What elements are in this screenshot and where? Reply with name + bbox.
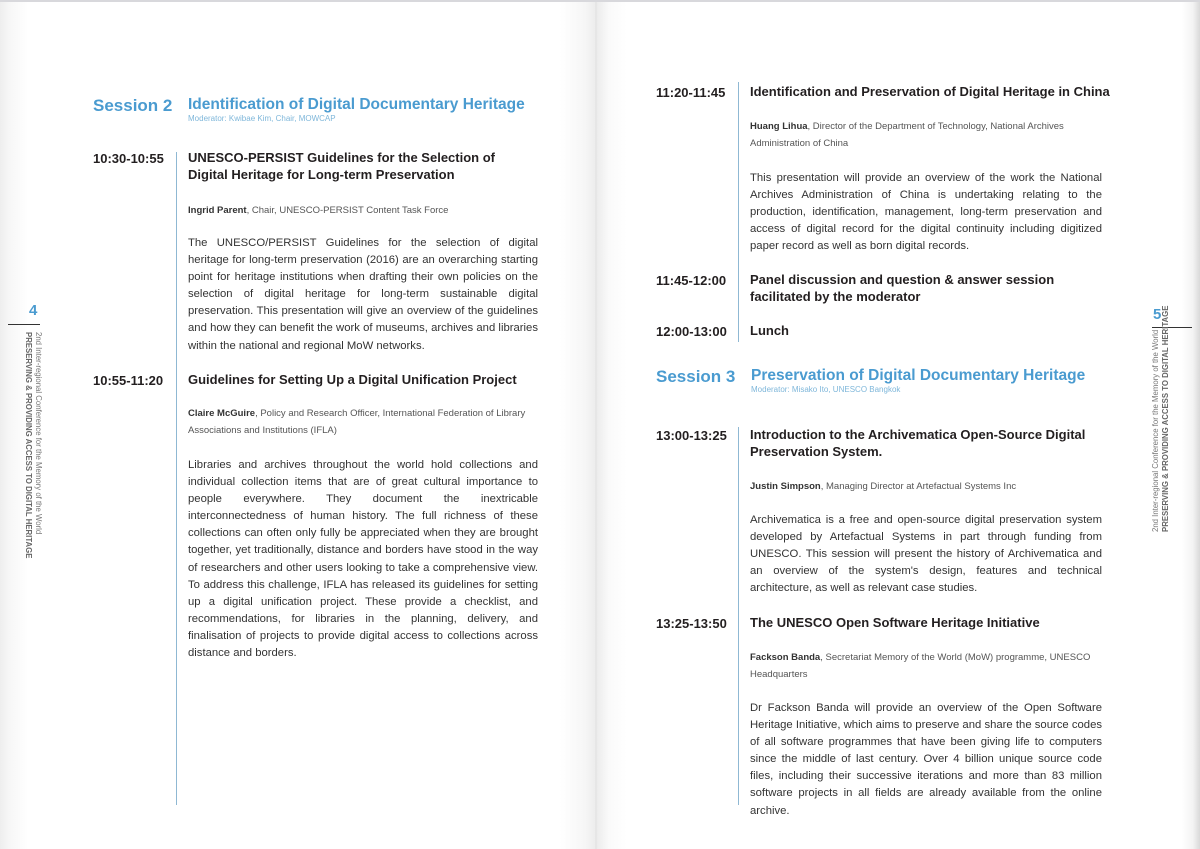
speaker-role: , Policy and Research Officer, International Federation of Library Associations and Institutions (IFLA)	[188, 408, 526, 436]
slot-description: This presentation will provide an overview of the work the National Archives Administration of China is undertaking relating to the production, identification, management, long-term preservation and access of digital record for the digital continuity including digitized paper record as well as born digital records.	[750, 172, 1102, 253]
slot-time: 10:30-10:55	[93, 151, 164, 166]
left-page	[0, 2, 596, 849]
running-head	[1151, 306, 1170, 532]
page-number: 4	[29, 302, 38, 319]
slot-description: The UNESCO/PERSIST Guidelines for the selection of digital heritage for long-term preservation (2016) are an overarching starting point for heritage institutions when drafting their own policies on the selection of digital heritage for long-term sustainable digital preservation. This presentation will give an overview of the guidelines and how they can benefit the work of museums, archives and libraries within the national and regional MoW networks.	[188, 237, 538, 352]
timeline-rule	[738, 427, 739, 805]
slot-title: Panel discussion and question & answer session facilitated by the moderator	[750, 272, 1055, 304]
brochure-spread	[0, 2, 1200, 849]
running-head	[24, 332, 43, 558]
slot-time: 11:20-11:45	[656, 85, 726, 100]
running-head-line1: 2nd Inter-regional Conference for the Memory of the World	[1151, 329, 1160, 532]
slot-title: Guidelines for Setting Up a Digital Unification Project	[188, 372, 517, 387]
slot-time: 13:25-13:50	[656, 616, 727, 631]
session-moderator: Moderator: Misako Ito, UNESCO Bangkok	[751, 385, 901, 394]
speaker	[750, 118, 1102, 152]
speaker-role: , Director of the Department of Technology, National Archives Administration of China	[750, 121, 1064, 149]
speaker	[188, 405, 538, 439]
page-number: 5	[1153, 306, 1162, 323]
speaker-name: Justin Simpson	[750, 481, 821, 492]
speaker-name: Huang Lihua	[750, 121, 808, 132]
running-head-line2: PRESERVING & PROVIDING ACCESS TO DIGITAL HERITAGE	[24, 332, 34, 559]
slot-description: Libraries and archives throughout the world hold collections and individual collection items that are of great cultural importance to people everywhere. They document the inextricable interconnectedness of human history. The full richness of these collections can often only fully be appreciated when they are brought together, yet traditionally, distance and borders have stood in the way of researchers and other users looking to take a comprehensive view. To address this challenge, IFLA has released its guidelines for setting up a digital unification project. These provide a checklist, and recommendations, for libraries in the planning, delivery, and finalisation of projects to provide digital access to collections across distance and borders.	[188, 459, 538, 660]
session-moderator: Moderator: Kwibae Kim, Chair, MOWCAP	[188, 114, 336, 123]
slot-time: 13:00-13:25	[656, 428, 727, 443]
running-head-line1: 2nd Inter-regional Conference for the Memory of the World	[34, 332, 43, 535]
session-title: Preservation of Digital Documentary Heritage	[751, 367, 1086, 384]
slot-time: 12:00-13:00	[656, 324, 727, 339]
slot-description: Dr Fackson Banda will provide an overview of the Open Software Heritage Initiative, which aims to preserve and share the source codes of all software programmes that have been giving life to computers since the middle of last century. Over 4 billion unique source code files, including their successive iterations and more than 83 million software projects in all fields are already available from the online archive.	[750, 702, 1102, 817]
slot-title: The UNESCO Open Software Heritage Initiative	[750, 615, 1040, 630]
session-heading	[93, 96, 525, 124]
session-label: Session 3	[656, 367, 736, 386]
speaker-role: , Secretariat Memory of the World (MoW) programme, UNESCO Headquarters	[750, 652, 1091, 680]
speaker-name: Ingrid Parent	[188, 205, 247, 216]
speaker	[750, 649, 1102, 683]
slot-description: Archivematica is a free and open-source digital preservation system developed by Artefactual Systems in part through funding from UNESCO. This session will present the history of Archivematica and an overview of the system's design, features and technical architecture, as well as relevant case studies.	[750, 514, 1102, 595]
slot-time: 11:45-12:00	[656, 273, 727, 288]
timeline-rule	[176, 152, 177, 805]
speaker-role: , Chair, UNESCO-PERSIST Content Task Force	[246, 205, 449, 216]
right-page	[597, 2, 1200, 849]
slot-time: 10:55-11:20	[93, 373, 164, 388]
speaker-name: Claire McGuire	[188, 408, 256, 419]
running-head-line2: PRESERVING & PROVIDING ACCESS TO DIGITAL HERITAGE	[1160, 305, 1170, 532]
slot-title: UNESCO-PERSIST Guidelines for the Selection of Digital Heritage for Long-term Preservation	[188, 150, 495, 182]
speaker-role: , Managing Director at Artefactual Systems Inc	[820, 481, 1017, 492]
slot-title: Identification and Preservation of Digital Heritage in China	[750, 84, 1110, 99]
speaker	[750, 478, 1102, 495]
session-title: Identification of Digital Documentary Heritage	[188, 96, 525, 113]
session-heading	[656, 367, 1085, 395]
slot-title: Lunch	[750, 323, 789, 338]
slot-title: Introduction to the Archivematica Open-Source Digital Preservation System.	[750, 427, 1086, 459]
speaker-name: Fackson Banda	[750, 652, 821, 663]
timeline-rule	[738, 82, 739, 342]
session-label: Session 2	[93, 96, 173, 115]
page-number-rule	[8, 324, 40, 325]
speaker	[188, 202, 538, 219]
